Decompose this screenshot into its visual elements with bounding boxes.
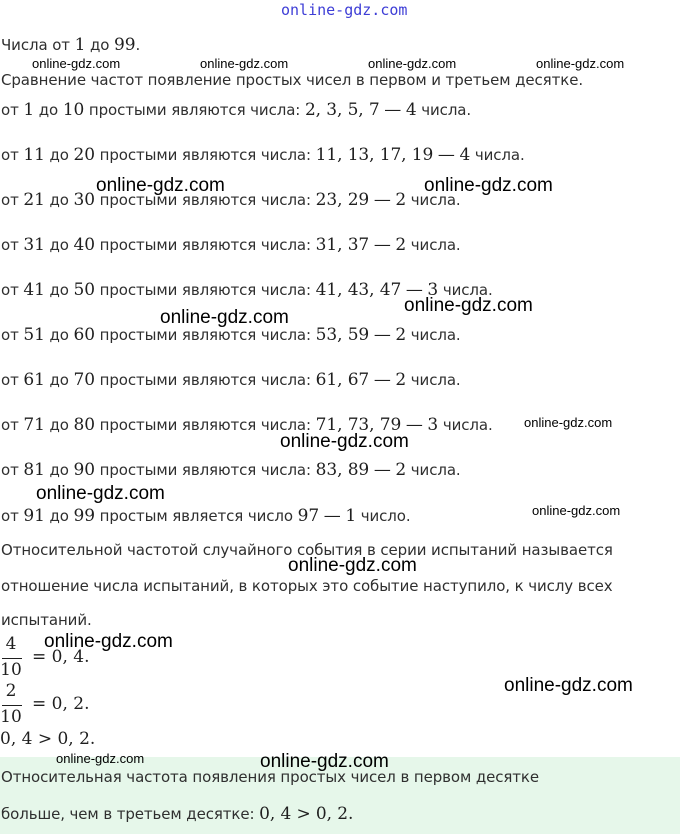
comparison-heading: Сравнение частот появление простых чисел в первом и третьем десятке. <box>1 71 584 89</box>
fraction-third-decade <box>0 681 100 727</box>
prime-range-row: от 91 до 99 простым является число 97 — 1 число. <box>1 506 411 526</box>
watermark-large: online-gdz.com <box>44 631 173 652</box>
prime-range-row: от 31 до 40 простыми являются числа: 31, 37 — 2 числа. <box>1 235 461 255</box>
prime-range-row: от 71 до 80 простыми являются числа: 71, 73, 79 — 3 числа. <box>1 415 493 435</box>
watermark-large: online-gdz.com <box>96 175 225 196</box>
fraction-denominator: 10 <box>0 707 22 727</box>
fraction-numerator: 4 <box>5 634 17 654</box>
prime-range-row: от 61 до 70 простыми являются числа: 61, 67 — 2 числа. <box>1 370 461 390</box>
watermark-large: online-gdz.com <box>36 483 165 504</box>
conclusion-line <box>1 804 353 824</box>
intro-range-line <box>1 35 140 55</box>
fraction-numerator: 2 <box>5 681 17 701</box>
intro-range-mid: до <box>85 36 115 54</box>
intro-range-prefix: Числа от <box>1 36 75 54</box>
watermark-small: online-gdz.com <box>524 415 613 430</box>
fraction-denominator: 10 <box>0 660 22 680</box>
watermark-small: online-gdz.com <box>536 56 625 71</box>
watermark-small: online-gdz.com <box>56 751 145 766</box>
watermark-large: online-gdz.com <box>280 431 409 452</box>
conclusion-line: Относительная частота появления простых чисел в первом десятке <box>1 768 540 786</box>
intro-range-end: . <box>135 36 141 54</box>
conclusion-math: 0, 4 > 0, 2. <box>259 804 354 824</box>
watermark-small: online-gdz.com <box>368 56 457 71</box>
watermark-large: online-gdz.com <box>160 307 289 328</box>
intro-range-b: 99 <box>114 35 136 55</box>
definition-line: Относительной частотой случайного события в серии испытаний называется <box>1 541 613 559</box>
prime-range-row: от 81 до 90 простыми являются числа: 83, 89 — 2 числа. <box>1 460 461 480</box>
prime-range-row: от 11 до 20 простыми являются числа: 11, 13, 17, 19 — 4 числа. <box>1 145 525 165</box>
prime-range-row: от 1 до 10 простыми являются числа: 2, 3, 5, 7 — 4 числа. <box>1 100 472 120</box>
intro-range-a: 1 <box>74 35 86 55</box>
conclusion-text: больше, чем в третьем десятке: <box>1 805 255 823</box>
comparison-result: 0, 4 > 0, 2. <box>0 729 96 749</box>
prime-range-row: от 41 до 50 простыми являются числа: 41, 43, 47 — 3 числа. <box>1 280 493 300</box>
watermark-small: online-gdz.com <box>532 503 621 518</box>
fraction-bar <box>2 705 22 706</box>
prime-range-row: от 21 до 30 простыми являются числа: 23, 29 — 2 числа. <box>1 190 461 210</box>
watermark-large: online-gdz.com <box>504 675 633 696</box>
definition-line: испытаний. <box>1 611 92 629</box>
watermark-large: online-gdz.com <box>404 295 533 316</box>
watermark-large: online-gdz.com <box>424 175 553 196</box>
fraction-result: = 0, 4. <box>32 647 90 667</box>
fraction-result: = 0, 2. <box>32 694 90 714</box>
definition-line: отношение числа испытаний, в которых это событие наступило, к числу всех <box>1 577 613 595</box>
watermark-large: online-gdz.com <box>260 751 389 772</box>
watermark-large: online-gdz.com <box>288 555 417 576</box>
watermark-small: online-gdz.com <box>32 56 121 71</box>
watermark-top: online-gdz.com <box>281 1 408 19</box>
prime-range-row: от 51 до 60 простыми являются числа: 53, 59 — 2 числа. <box>1 325 461 345</box>
watermark-small: online-gdz.com <box>200 56 289 71</box>
fraction-bar <box>2 658 22 659</box>
